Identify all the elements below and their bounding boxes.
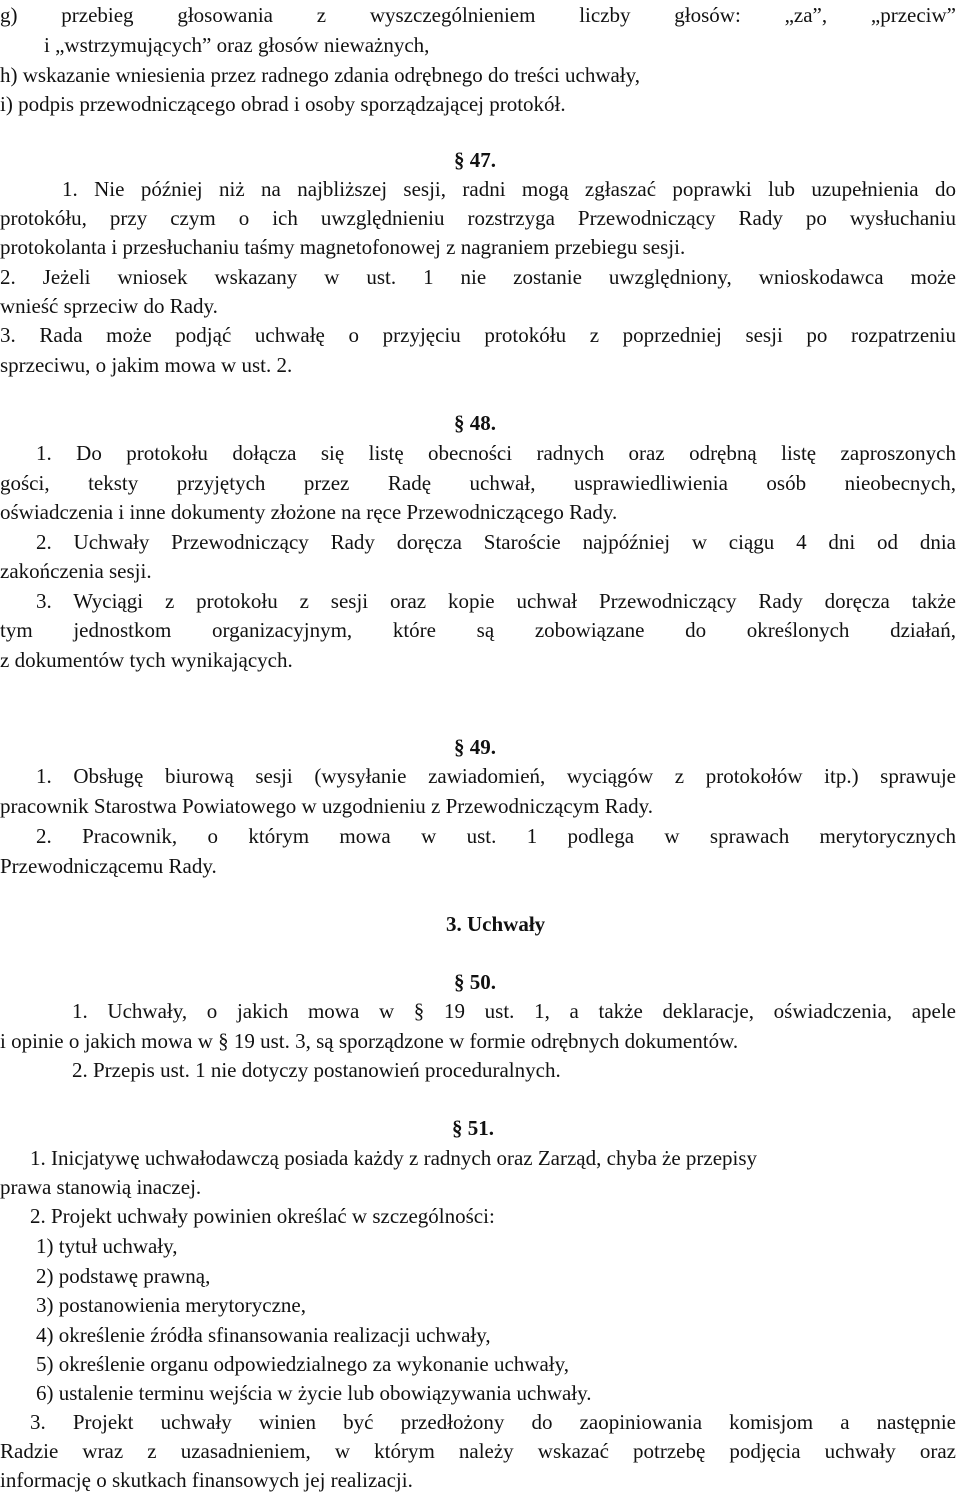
paragraph-51-3: 3. Projekt uchwały winien być przedłożony do zaopiniowania komisjom a następnie	[30, 1410, 956, 1434]
paragraph-48-3-line-2: tym jednostkom organizacyjnym, które są zobowiązane do określonych działań,	[0, 618, 956, 642]
paragraph-49-2: 2. Pracownik, o którym mowa w ust. 1 podlega w sprawach merytorycznych	[36, 824, 956, 848]
paragraph-48-2-line-2: zakończenia sesji.	[0, 559, 152, 583]
paragraph-48-3: 3. Wyciągi z protokołu z sesji oraz kopie uchwał Przewodniczący Rady doręcza także	[36, 589, 956, 613]
section-49-heading: § 49.	[454, 735, 496, 759]
list-item-h: h) wskazanie wniesienia przez radnego zdania odrębnego do treści uchwały,	[0, 63, 641, 87]
section-48-heading: § 48.	[454, 411, 496, 435]
list-item-i: i) podpis przewodniczącego obrad i osoby sporządzającej protokół.	[0, 92, 566, 116]
paragraph-49-2-line-2: Przewodniczącemu Rady.	[0, 854, 217, 878]
paragraph-50-1: 1. Uchwały, o jakich mowa w § 19 ust. 1, a także deklaracje, oświadczenia, apele	[72, 999, 956, 1023]
paragraph-47-1-line-2: protokółu, przy czym o ich uwzględnieniu rozstrzyga Przewodniczący Rady po wysłuchaniu	[0, 206, 956, 230]
paragraph-47-3: 3. Rada może podjąć uchwałę o przyjęciu protokółu z poprzedniej sesji po rozpatrzeniu	[0, 323, 956, 347]
paragraph-47-1: 1. Nie później niż na najbliższej sesji, radni mogą zgłaszać poprawki lub uzupełnienia do	[62, 177, 956, 201]
paragraph-51-1-line-2: prawa stanowią inaczej.	[0, 1175, 202, 1199]
paragraph-49-1: 1. Obsługę biurową sesji (wysyłanie zawiadomień, wyciągów z protokołów itp.) sprawuje	[36, 764, 956, 788]
list-item-3: 3) postanowienia merytoryczne,	[36, 1293, 306, 1317]
list-item-2: 2) podstawę prawną,	[36, 1264, 211, 1288]
paragraph-51-2: 2. Projekt uchwały powinien określać w szczególności:	[30, 1204, 495, 1228]
section-51-heading: § 51.	[452, 1116, 494, 1140]
paragraph-48-1-line-3: oświadczenia i inne dokumenty złożone na ręce Przewodniczącego Rady.	[0, 500, 618, 524]
paragraph-47-1-line-3: protokolanta i przesłuchaniu taśmy magnetofonowej z nagraniem przebiegu sesji.	[0, 235, 686, 259]
list-item-g: g) przebieg głosowania z wyszczególnieniem liczby głosów: „za”, „przeciw”	[0, 3, 956, 27]
paragraph-48-1: 1. Do protokołu dołącza się listę obecności radnych oraz odrębną listę zaproszonych	[36, 441, 956, 465]
list-item-4: 4) określenie źródła sfinansowania realizacji uchwały,	[36, 1323, 491, 1347]
list-item-6: 6) ustalenie terminu wejścia w życie lub obowiązywania uchwały.	[36, 1381, 592, 1405]
section-47-heading: § 47.	[454, 148, 496, 172]
paragraph-49-1-line-2: pracownik Starostwa Powiatowego w uzgodnieniu z Przewodniczącym Rady.	[0, 794, 653, 818]
paragraph-47-3-line-2: sprzeciwu, o jakim mowa w ust. 2.	[0, 353, 293, 377]
paragraph-47-2: 2. Jeżeli wniosek wskazany w ust. 1 nie zostanie uwzględniony, wnioskodawca może	[0, 265, 956, 289]
paragraph-47-2-line-2: wnieść sprzeciw do Rady.	[0, 294, 218, 318]
list-item-1: 1) tytuł uchwały,	[36, 1234, 178, 1258]
paragraph-50-2: 2. Przepis ust. 1 nie dotyczy postanowień proceduralnych.	[72, 1058, 561, 1082]
paragraph-50-1-line-2: i opinie o jakich mowa w § 19 ust. 3, są sporządzone w formie odrębnych dokumentów.	[0, 1029, 739, 1053]
paragraph-51-3-line-3: informację o skutkach finansowych jej realizacji.	[0, 1468, 413, 1492]
paragraph-48-3-line-3: z dokumentów tych wynikających.	[0, 648, 293, 672]
paragraph-48-1-line-2: gości, teksty przyjętych przez Radę uchwał, usprawiedliwienia osób nieobecnych,	[0, 471, 956, 495]
paragraph-51-1: 1. Inicjatywę uchwałodawczą posiada każdy z radnych oraz Zarząd, chyba że przepisy	[30, 1146, 758, 1170]
list-item-5: 5) określenie organu odpowiedzialnego za wykonanie uchwały,	[36, 1352, 569, 1376]
chapter-heading: 3. Uchwały	[446, 912, 546, 936]
list-item-g-continued: i „wstrzymujących” oraz głosów nieważnych,	[44, 33, 430, 57]
paragraph-51-3-line-2: Radzie wraz z uzasadnieniem, w którym należy wskazać potrzebę podjęcia uchwały oraz	[0, 1439, 956, 1463]
section-50-heading: § 50.	[454, 970, 496, 994]
paragraph-48-2: 2. Uchwały Przewodniczący Rady doręcza Staroście najpóźniej w ciągu 4 dni od dnia	[36, 530, 956, 554]
